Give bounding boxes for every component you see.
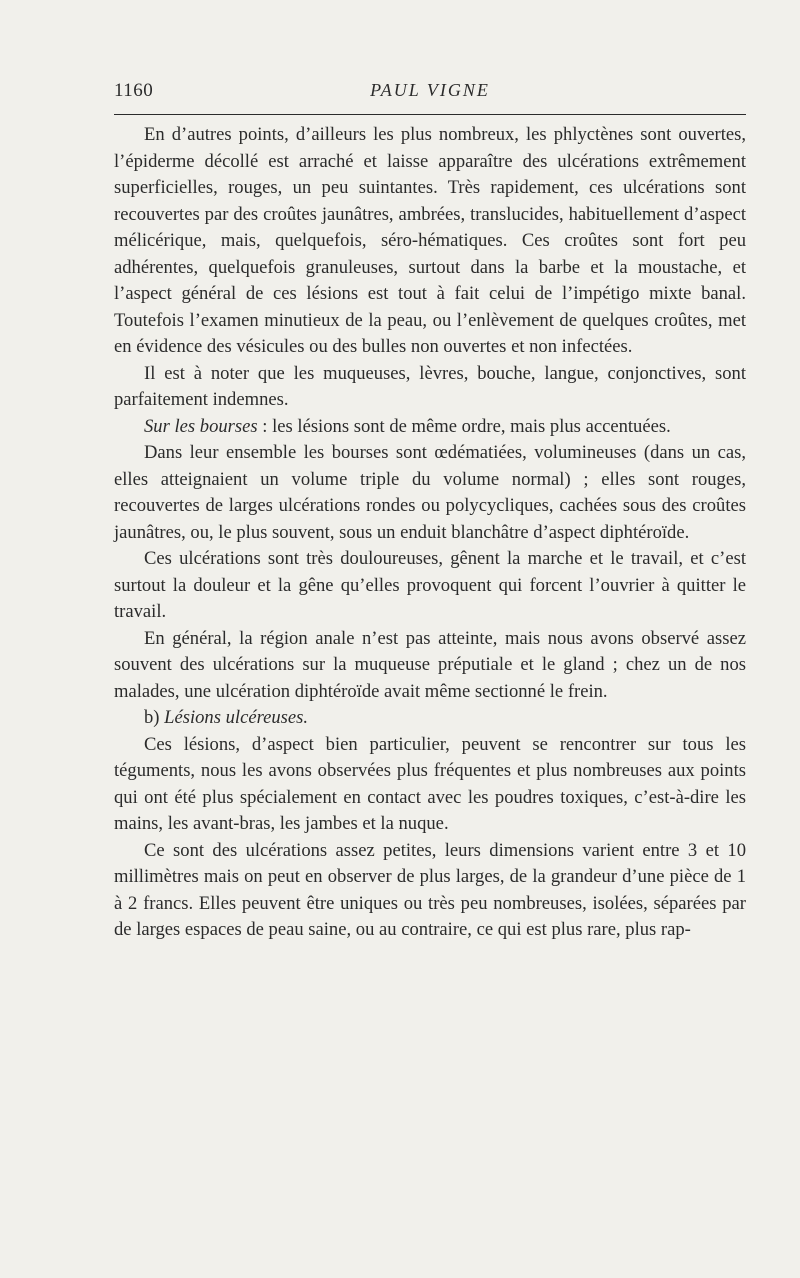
body-text <box>114 122 746 944</box>
page-number: 1160 <box>114 80 154 101</box>
paragraph-bourses-text: : les lésions sont de même ordre, mais plus accentuées. <box>257 415 671 437</box>
section-heading-b <box>114 705 746 732</box>
paragraph-6: En général, la région anale n’est pas atteinte, mais nous avons observé assez souvent des ulcérations sur la muqueuse préputiale et le gland ; chez un de nos malades, une ulcération diphtéroïde avait même sectionné le frein. <box>114 627 746 702</box>
paragraph-9: Ce sont des ulcérations assez petites, leurs dimensions varient entre 3 et 10 millimètres mais on peut en observer de plus larges, de la grandeur d’une pièce de 1 à 2 francs. Elles peuvent être uniques ou très peu nombreuses, isolées, séparées par de larges espaces de peau saine, ou au contraire, ce qui est plus rare, plus rap- <box>114 839 746 940</box>
running-head: PAUL VIGNE <box>370 80 490 100</box>
paragraph-5: Ces ulcérations sont très douloureuses, gênent la marche et le travail, et c’est surtout la douleur et la gêne qu’elles provoquent qui forcent l’ouvrier à quitter le travail. <box>114 548 746 622</box>
header-rule <box>114 114 746 115</box>
paragraph-bourses <box>114 414 746 441</box>
paragraph-2: Il est à noter que les muqueuses, lèvres, bouche, langue, conjonctives, sont parfaitement indemnes. <box>114 362 746 410</box>
subheading-bourses: Sur les bourses <box>144 415 258 437</box>
page-header <box>114 80 746 110</box>
paragraph-4: Dans leur ensemble les bourses sont œdématiées, volumineuses (dans un cas, elles atteignaient un volume triple du volume normal) ; elles sont rouges, recouvertes de larges ulcérations rondes ou polycycliques, cachées sous des croûtes jaunâtres, ou, le plus souvent, sous un enduit blanchâtre d’aspect diphtéroïde. <box>114 442 746 543</box>
paragraph-8: Ces lésions, d’aspect bien particulier, peuvent se rencontrer sur tous les téguments, nous les avons observées plus fréquentes et plus nombreuses aux points qui ont été plus spécialement en contact avec les poudres toxiques, c’est-à-dire les mains, les avant-bras, les jambes et la nuque. <box>114 733 746 834</box>
section-heading-prefix: b) <box>144 707 165 728</box>
section-heading-title: Lésions ulcéreuses. <box>164 707 309 728</box>
paragraph-1: En d’autres points, d’ailleurs les plus nombreux, les phlyctènes sont ouvertes, l’épiderme décollé est arraché et laisse apparaître des ulcérations extrêmement superficielles, rouges, un peu suintantes. Très rapidement, ces ulcérations sont recouvertes par des croûtes jaunâtres, ambrées, translucides, habituellement d’aspect mélicérique, mais, quelquefois, séro-hématiques. Ces croûtes sont fort peu adhérentes, quelquefois granuleuses, surtout dans la barbe et la moustache, et l’aspect général de ces lésions est tout à fait celui de l’impétigo mixte banal. Toutefois l’examen minutieux de la peau, ou l’enlèvement de quelques croûtes, met en évidence des vésicules ou des bulles non ouvertes et non infectées. <box>114 124 746 357</box>
